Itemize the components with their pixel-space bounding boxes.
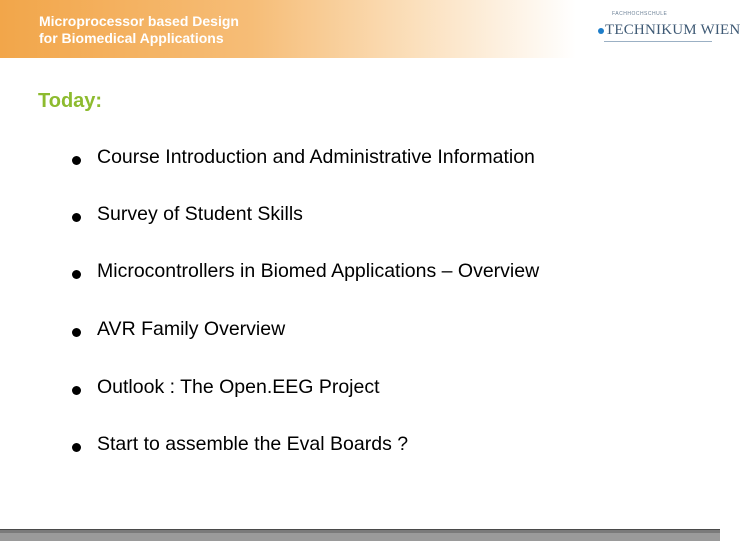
bullet-text: Start to assemble the Eval Boards ? <box>97 433 409 455</box>
bullet-icon <box>72 156 81 165</box>
slide-heading: Today: <box>38 90 103 112</box>
bullet-text: Course Introduction and Administrative Information <box>97 146 535 168</box>
bullet-icon <box>72 328 81 337</box>
bullet-icon <box>72 386 81 395</box>
dot-icon <box>598 28 604 34</box>
header-title <box>39 13 239 46</box>
bullet-text: Microcontrollers in Biomed Applications – Overview <box>97 260 540 282</box>
header-title-line-2: for Biomedical Applications <box>39 29 224 46</box>
bullet-text: AVR Family Overview <box>97 318 286 340</box>
header-title-line-1: Microprocessor based Design <box>39 13 239 29</box>
logo-divider <box>604 41 712 42</box>
slide-footer-bar <box>0 529 720 541</box>
bullet-text: Survey of Student Skills <box>97 203 303 225</box>
slide-header <box>0 0 740 58</box>
footer-inner-bar <box>0 533 720 541</box>
logo-subtext: FACHHOCHSCHULE <box>612 11 668 17</box>
logo-text: TECHNIKUM WIEN <box>605 22 740 38</box>
bullet-icon <box>72 270 81 279</box>
bullet-icon <box>72 443 81 452</box>
bullet-text: Outlook : The Open.EEG Project <box>97 376 380 398</box>
bullet-icon <box>72 213 81 222</box>
technikum-logo <box>598 8 740 50</box>
